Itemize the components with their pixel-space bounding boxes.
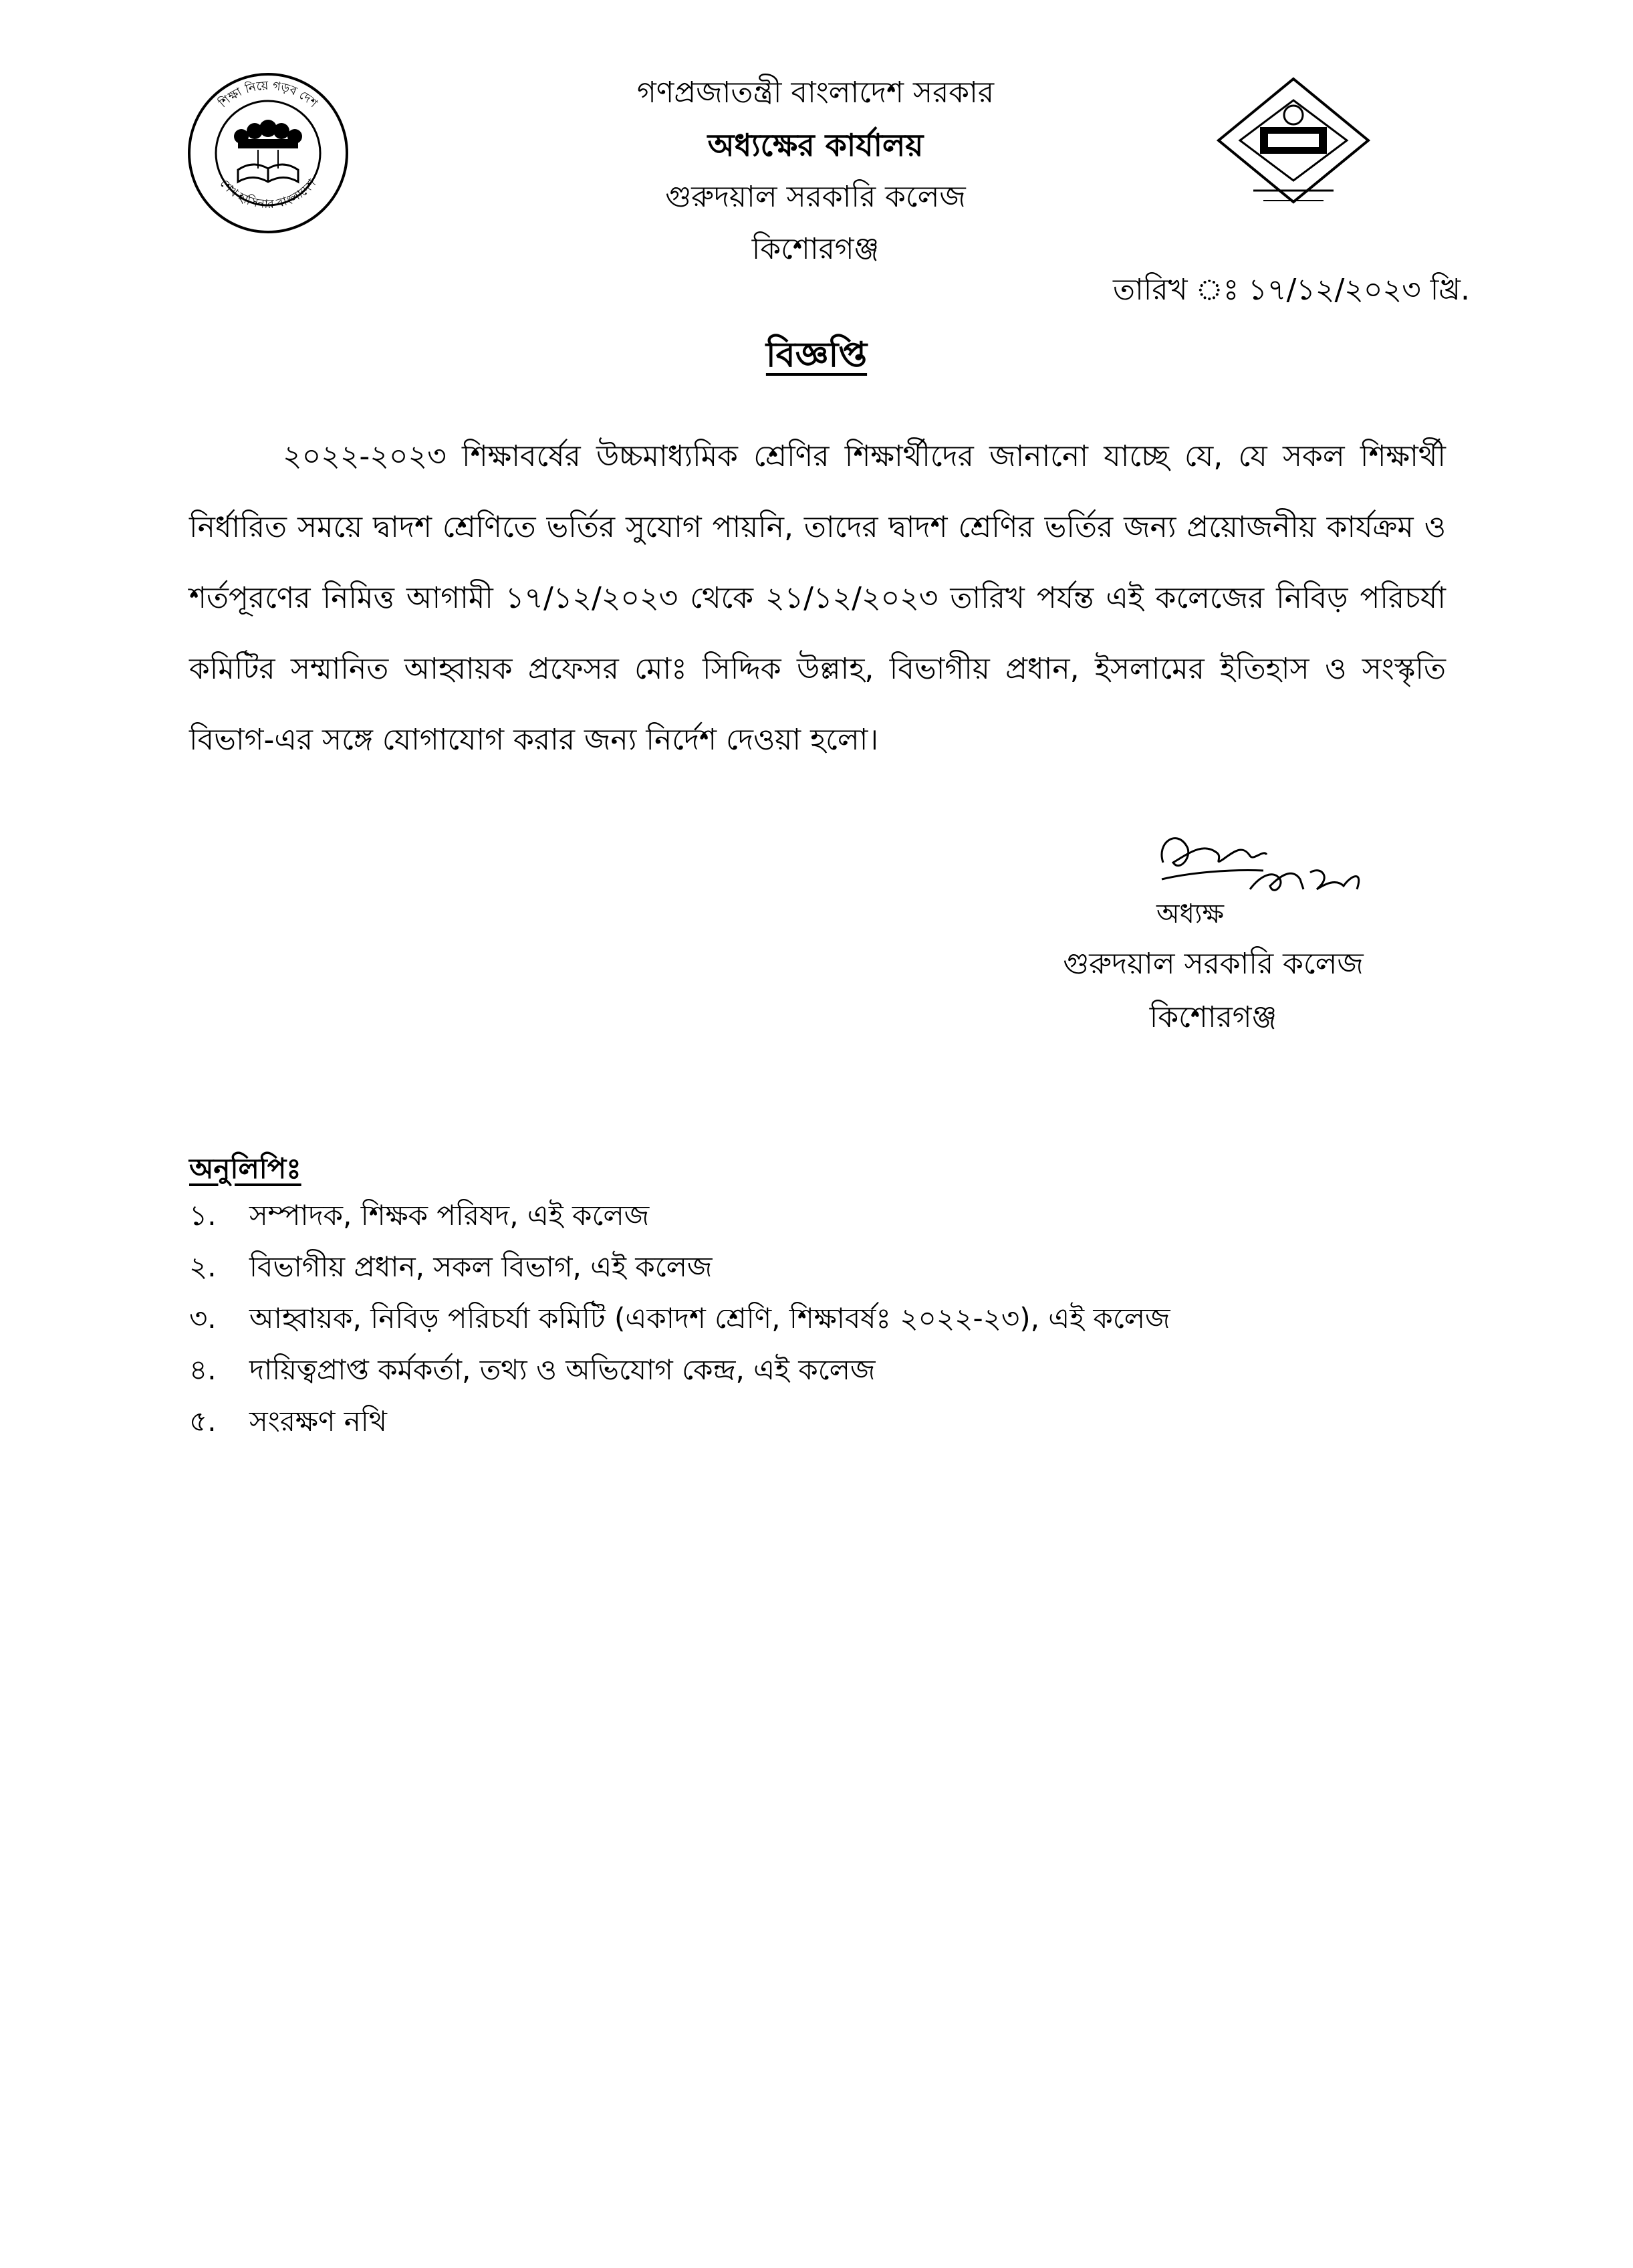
seal-top-text: শিক্ষা নিয়ে গড়ব দেশ bbox=[216, 78, 320, 111]
copy-item-text: বিভাগীয় প্রধান, সকল বিভাগ, এই কলেজ bbox=[249, 1250, 713, 1283]
copy-item-text: সম্পাদক, শিক্ষক পরিষদ, এই কলেজ bbox=[249, 1199, 650, 1232]
government-name: গণপ্রজাতন্ত্রী বাংলাদেশ সরকার bbox=[636, 76, 995, 110]
copy-list-item bbox=[189, 1243, 1459, 1294]
notice-title bbox=[0, 328, 1633, 386]
right-college-emblem bbox=[1213, 74, 1374, 217]
district-name: কিশোরগঞ্জ bbox=[751, 232, 880, 266]
office-name: অধ্যক্ষের কার্যালয় bbox=[707, 127, 924, 163]
signatory-title: অধ্যক্ষ bbox=[1156, 899, 1225, 929]
copy-list bbox=[189, 1192, 1459, 1449]
left-seal-logo bbox=[184, 70, 352, 237]
copy-list-item bbox=[189, 1192, 1459, 1243]
copy-list-item bbox=[189, 1294, 1459, 1346]
notice-date: তারিখ ঃ ১৭/১২/২০২৩ খ্রি. bbox=[1113, 273, 1470, 307]
seal-bottom-text: শেখ হাসিনার বাংলাদেশ bbox=[217, 177, 320, 212]
copy-item-text: সংরক্ষণ নথি bbox=[249, 1405, 387, 1438]
signatory-college: গুরুদয়াল সরকারি কলেজ bbox=[1063, 947, 1364, 981]
notice-title-text: বিজ্ঞপ্তি bbox=[765, 335, 868, 375]
copy-item-number: ১. bbox=[189, 1199, 217, 1232]
copy-heading: অনুলিপিঃ bbox=[189, 1152, 301, 1185]
college-name: গুরুদয়াল সরকারি কলেজ bbox=[665, 180, 966, 214]
copy-item-number: ৫. bbox=[189, 1405, 217, 1438]
copy-item-number: ২. bbox=[189, 1250, 217, 1283]
copy-item-number: ৩. bbox=[189, 1302, 217, 1335]
copy-list-item bbox=[189, 1397, 1459, 1449]
notice-body: ২০২২-২০২৩ শিক্ষাবর্ষের উচ্চমাধ্যমিক শ্রেণির শিক্ষার্থীদের জানানো যাচ্ছে যে, যে সকল শিক্ষার্থী নির্ধারিত সময়ে দ্বাদশ শ্রেণিতে ভর্তির সুযোগ পায়নি, তাদের দ্বাদশ শ্রেণির ভর্তির জন্য প্রয়োজনীয় কার্যক্রম ও শর্তপূরণের নিমিত্ত আগামী ১৭/১২/২০২৩ থেকে ২১/১২/২০২৩ তারিখ পর্যন্ত এই কলেজের নিবিড় পরিচর্যা কমিটির সম্মানিত আহ্বায়ক প্রফেসর মোঃ সিদ্দিক উল্লাহ, বিভাগীয় প্রধান, ইসলামের ইতিহাস ও সংস্কৃতি বিভাগ-এর সঙ্গে যোগাযোগ করার জন্য নির্দেশ দেওয়া হলো। bbox=[189, 439, 1447, 757]
copy-item-number: ৪. bbox=[189, 1353, 217, 1386]
copy-item-text: আহ্বায়ক, নিবিড় পরিচর্যা কমিটি (একাদশ শ্রেণি, শিক্ষাবর্ষঃ ২০২২-২৩), এই কলেজ bbox=[249, 1302, 1170, 1335]
letterhead bbox=[468, 67, 1163, 275]
copy-item-text: দায়িত্বপ্রাপ্ত কর্মকর্তা, তথ্য ও অভিযোগ কেন্দ্র, এই কলেজ bbox=[249, 1353, 876, 1386]
copy-list-item bbox=[189, 1346, 1459, 1397]
signatory-district: কিশোরগঞ্জ bbox=[1149, 1000, 1277, 1034]
